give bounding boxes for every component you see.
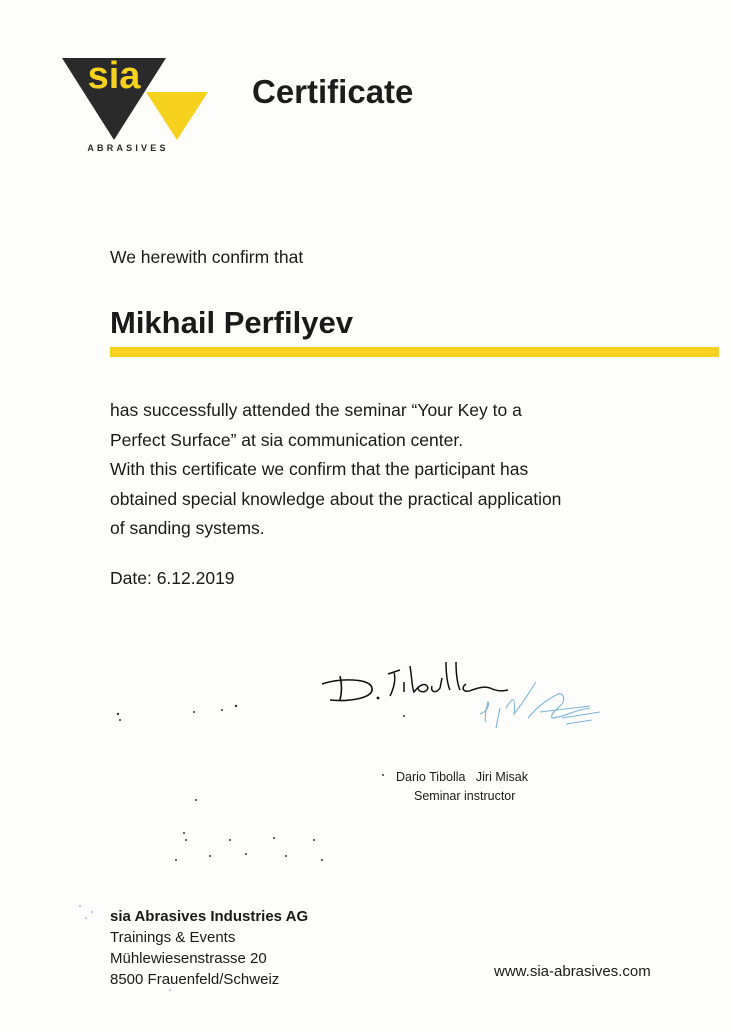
confirm-line: We herewith confirm that	[110, 247, 304, 267]
svg-text:ABRASIVES: ABRASIVES	[87, 143, 169, 153]
certificate-body	[110, 396, 700, 544]
body-line: Perfect Surface” at sia communication center.	[110, 429, 464, 450]
sia-abrasives-logo	[60, 56, 210, 156]
body-line: has successfully attended the seminar “Your Key to a	[110, 400, 522, 420]
company-name: sia Abrasives Industries AG	[110, 908, 309, 925]
company-street: Mühlewiesenstrasse 20	[110, 950, 267, 967]
body-line: of sanding systems.	[110, 518, 265, 539]
svg-text:sia: sia	[87, 56, 141, 97]
body-line: obtained special knowledge about the practical application	[110, 488, 562, 509]
body-line: With this certificate we confirm that the participant has	[110, 459, 529, 480]
signer-names: Dario Tibolla Jiri Misak	[396, 770, 528, 784]
signer-role: Seminar instructor	[414, 789, 516, 803]
company-website: www.sia-abrasives.com	[494, 963, 651, 980]
certificate-title: Certificate	[252, 73, 414, 110]
signatures	[300, 648, 630, 748]
recipient-name: Mikhail Perfilyev	[110, 305, 353, 340]
name-underline-bar	[110, 347, 719, 357]
company-department: Trainings & Events	[110, 929, 236, 946]
company-address-block	[110, 906, 308, 990]
company-city: 8500 Frauenfeld/Schweiz	[110, 971, 280, 988]
certificate-date: Date: 6.12.2019	[110, 568, 235, 588]
